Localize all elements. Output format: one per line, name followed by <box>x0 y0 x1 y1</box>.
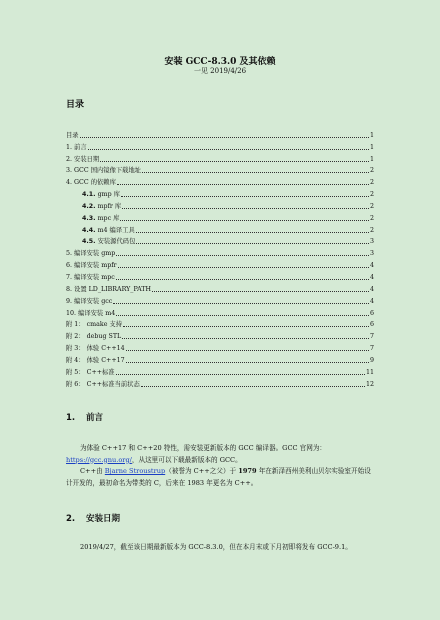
toc-entry-number: 9. <box>66 297 73 305</box>
toc-entry-label <box>66 167 141 174</box>
toc-entry-number: 4.5. <box>82 238 96 246</box>
toc-entry-label <box>82 203 121 210</box>
toc-entry[interactable] <box>66 127 374 139</box>
toc-entry-label <box>66 262 117 269</box>
toc-entry-label <box>66 298 112 305</box>
toc-entry-number: 4.1. <box>82 191 96 199</box>
toc-entry-text: 编译安装 gcc <box>74 297 113 305</box>
section-number: 2. <box>66 514 76 524</box>
section-number: 1. <box>66 413 76 423</box>
toc-entry-label <box>66 345 125 352</box>
toc-entry-number: 附 2： <box>66 333 85 341</box>
toc-entry[interactable] <box>66 245 374 257</box>
toc-entry-page: 1 <box>369 131 374 139</box>
toc-entry[interactable] <box>66 328 374 340</box>
toc-entry-text: 体验 C++17 <box>86 356 125 364</box>
toc-entry-label <box>66 250 115 257</box>
toc-entry-text: m4 编译工具 <box>97 226 135 234</box>
toc-entry-label <box>82 227 135 234</box>
toc-entry-page: 11 <box>365 368 374 376</box>
document-author-date: 一见 2019/4/26 <box>193 67 247 75</box>
toc-entry[interactable] <box>66 234 374 246</box>
toc-entry-number: 10. <box>66 309 77 317</box>
toc-entry-number: 5. <box>66 250 73 258</box>
toc-entry[interactable] <box>66 198 374 210</box>
toc-entry[interactable] <box>66 317 374 329</box>
toc-entry-number: 6. <box>66 262 73 270</box>
toc-entry-text: mpc 库 <box>97 214 120 222</box>
toc-entry-page: 2 <box>369 179 374 187</box>
paragraph-text: C++由 <box>80 467 105 475</box>
section-title: 前言 <box>86 413 104 423</box>
toc-dot-leader <box>80 136 369 138</box>
toc-entry[interactable] <box>66 376 374 388</box>
toc-entry-page: 6 <box>369 321 374 329</box>
toc-entry-text: 编译安装 mpc <box>74 273 115 281</box>
toc-dot-leader <box>121 195 369 197</box>
paragraph-text: 为体验 C++17 和 C++20 特性，需安装更新版本的 GCC 编译器。GCC 官网为： <box>80 444 327 452</box>
paragraph-preface-1 <box>66 443 374 466</box>
toc-entry-page: 1 <box>369 155 374 163</box>
toc-entry[interactable] <box>66 186 374 198</box>
toc-entry-text: 体验 C++14 <box>86 345 125 353</box>
toc-entry-page: 4 <box>369 285 374 293</box>
toc-entry-label <box>66 321 122 328</box>
toc-entry-label <box>66 132 79 139</box>
toc-entry-page: 9 <box>369 356 374 364</box>
toc-entry[interactable] <box>66 293 374 305</box>
paragraph-install-date: 2019/4/27，截至该日期最新版本为 GCC-8.3.0，但在本月末或下月初即将发布 GCC-9.1。 <box>80 543 352 551</box>
toc-dot-leader <box>126 349 369 351</box>
section-heading-preface <box>66 411 103 423</box>
toc-entry-number: 3. <box>66 167 73 175</box>
toc-entry[interactable] <box>66 269 374 281</box>
toc-entry-text: 编译安装 m4 <box>78 309 116 317</box>
stroustrup-link[interactable]: Bjarne Stroustrup <box>104 467 166 475</box>
toc-entry-page: 3 <box>369 238 374 246</box>
toc-entry-number: 4.4. <box>82 226 96 234</box>
toc-dot-leader <box>113 302 369 304</box>
toc-entry-number: 附 1： <box>66 321 85 329</box>
toc-entry-page: 2 <box>369 214 374 222</box>
toc-dot-leader <box>136 231 369 233</box>
toc-entry[interactable] <box>66 151 374 163</box>
toc-entry-page: 4 <box>369 262 374 270</box>
toc-entry-text: C++标准当前状态 <box>86 380 140 388</box>
toc-entry[interactable] <box>66 210 374 222</box>
toc-entry-label <box>82 215 119 222</box>
toc-entry-label <box>66 144 87 151</box>
toc-dot-leader <box>122 337 369 339</box>
toc-entry[interactable] <box>66 281 374 293</box>
toc-entry-text: gmp 库 <box>97 191 120 199</box>
toc-dot-leader <box>122 207 369 209</box>
toc-entry-label <box>66 357 125 364</box>
toc-entry-label <box>66 310 115 317</box>
toc-entry-number: 附 6： <box>66 380 85 388</box>
toc-entry-label <box>66 286 151 293</box>
toc-entry-page: 6 <box>369 309 374 317</box>
toc-entry-text: 设置 LD_LIBRARY_PATH <box>74 285 151 293</box>
toc-entry-number: 附 4： <box>66 356 85 364</box>
gcc-website-link[interactable]: https://gcc.gnu.org/ <box>66 455 132 464</box>
toc-dot-leader <box>88 148 369 150</box>
toc-entry-page: 2 <box>369 226 374 234</box>
toc-entry[interactable] <box>66 163 374 175</box>
table-of-contents <box>66 127 374 388</box>
toc-entry[interactable] <box>66 364 374 376</box>
toc-dot-leader <box>118 266 369 268</box>
toc-entry[interactable] <box>66 305 374 317</box>
toc-entry-number: 8. <box>66 285 73 293</box>
toc-entry-text: 安装日期 <box>74 155 100 163</box>
toc-entry-page: 1 <box>369 143 374 151</box>
toc-entry-text: 编译安装 gmp <box>74 250 116 258</box>
toc-dot-leader <box>126 361 369 363</box>
paragraph-text: （被誉为 C++之父）于 <box>165 467 239 475</box>
toc-entry-text: mpfr 库 <box>97 202 122 210</box>
toc-entry-label <box>66 156 99 163</box>
paragraph-text: ，从这里可以下载最新版本的 GCC。 <box>131 455 242 464</box>
toc-dot-leader <box>142 171 369 173</box>
toc-dot-leader <box>116 314 369 316</box>
toc-entry-text: cmake 支持 <box>86 321 123 329</box>
toc-dot-leader <box>117 183 369 185</box>
toc-entry-page: 7 <box>369 345 374 353</box>
paragraph-text: 年在新泽西州美利山贝尔实验室开始设计开发的，最初命名为带类的 C，后来在 1983 年更名为 C++。 <box>66 467 371 487</box>
toc-entry-label <box>82 238 135 245</box>
toc-entry-page: 7 <box>369 333 374 341</box>
toc-entry[interactable] <box>66 222 374 234</box>
toc-entry-label <box>66 381 140 388</box>
toc-entry-page: 3 <box>369 250 374 258</box>
toc-dot-leader <box>100 160 369 162</box>
toc-entry-page: 4 <box>369 297 374 305</box>
toc-dot-leader <box>141 385 365 387</box>
toc-entry-page: 2 <box>369 202 374 210</box>
paragraph-preface-2 <box>66 466 374 489</box>
toc-entry[interactable] <box>66 340 374 352</box>
toc-entry-page: 2 <box>369 191 374 199</box>
toc-dot-leader <box>123 325 369 327</box>
toc-entry-text: debug STL <box>86 333 122 341</box>
toc-entry[interactable] <box>66 139 374 151</box>
toc-entry-number: 4.2. <box>82 202 96 210</box>
toc-entry-number: 附 3： <box>66 345 85 353</box>
toc-entry-text: 目录 <box>66 131 79 139</box>
toc-entry-page: 12 <box>365 380 374 388</box>
year-bold: 1979 <box>238 467 257 475</box>
toc-entry-number: 4.3. <box>82 214 96 222</box>
toc-entry-text: C++标准 <box>86 368 115 376</box>
toc-entry-label <box>66 333 121 340</box>
toc-entry-text: 安装源代码包 <box>97 238 136 246</box>
document-title: 安装 GCC-8.3.0 及其依赖 <box>164 57 276 67</box>
toc-entry-text: GCC 的依赖库 <box>74 179 116 187</box>
toc-entry-number: 1. <box>66 143 73 151</box>
toc-entry-page: 4 <box>369 273 374 281</box>
toc-entry[interactable] <box>66 352 374 364</box>
toc-entry[interactable] <box>66 174 374 186</box>
toc-entry-text: 前言 <box>74 143 87 151</box>
toc-entry-label <box>66 274 115 281</box>
section-heading-install-date <box>66 512 120 524</box>
toc-entry[interactable] <box>66 257 374 269</box>
toc-dot-leader <box>136 242 369 244</box>
section-title: 安装日期 <box>86 514 121 524</box>
toc-heading: 目录 <box>66 100 85 110</box>
toc-dot-leader <box>116 254 369 256</box>
toc-entry-text: 编译安装 mpfr <box>74 262 117 270</box>
toc-entry-number: 7. <box>66 273 73 281</box>
toc-dot-leader <box>116 373 365 375</box>
toc-entry-number: 4. <box>66 179 73 187</box>
toc-entry-page: 2 <box>369 167 374 175</box>
toc-entry-label <box>82 191 120 198</box>
toc-dot-leader <box>116 278 369 280</box>
toc-entry-label <box>66 369 115 376</box>
toc-entry-text: GCC 国内镜像下载地址 <box>74 167 142 175</box>
toc-entry-number: 附 5： <box>66 368 85 376</box>
toc-entry-label <box>66 179 116 186</box>
toc-entry-number: 2. <box>66 155 73 163</box>
toc-dot-leader <box>152 290 369 292</box>
toc-dot-leader <box>120 219 369 221</box>
